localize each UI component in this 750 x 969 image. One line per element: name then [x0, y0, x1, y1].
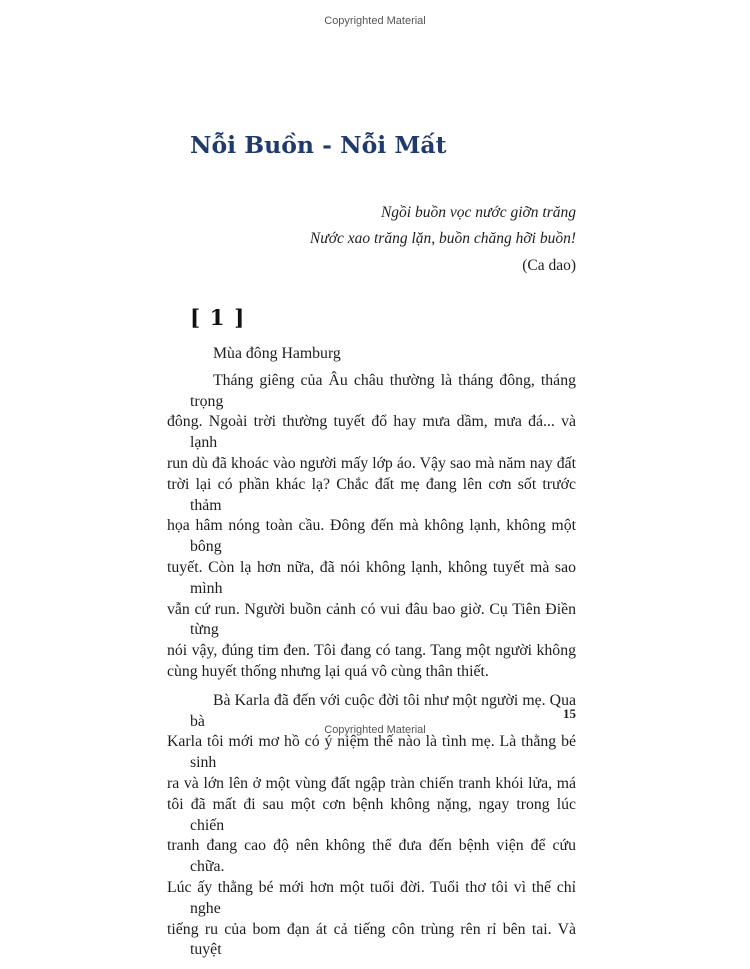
- text-line: đông. Ngoài trời thường tuyết đổ hay mưa dầm, mưa đá... và lạnh: [167, 413, 576, 452]
- paragraph-2: [167, 371, 576, 683]
- text-line: cùng huyết thống nhưng lại quá vô cùng thân thiết.: [167, 662, 489, 680]
- copyright-header: Copyrighted Material: [324, 15, 426, 27]
- body-text: [167, 344, 576, 969]
- text-line: run dù đã khoác vào người mấy lớp áo. Vậy sao mà năm nay đất: [167, 454, 576, 472]
- text-line: Karla tôi mới mơ hồ có ý niệm thế nào là tình mẹ. Là thằng bé sinh: [167, 733, 576, 772]
- paragraph-subheading: Mùa đông Hamburg: [213, 345, 341, 362]
- copyright-footer: Copyrighted Material: [324, 724, 426, 736]
- text-line: họa hâm nóng toàn cầu. Đông đến mà không lạnh, không một bông: [167, 517, 576, 556]
- text-line: tiếng ru của bom đạn át cả tiếng côn trùng rên rỉ bên tai. Và tuyệt: [167, 920, 576, 959]
- text-line: trời lại có phần khác lạ? Chắc đất mẹ đang lên cơn sốt trước thảm: [167, 475, 576, 514]
- epigraph: [310, 200, 576, 279]
- text-line: tranh đang cao độ nên không thể đưa đến bệnh viện để cứu chữa.: [167, 837, 576, 876]
- text-line: tuyết. Còn lạ hơn nữa, đã nói không lạnh, không tuyết mà sao mình: [167, 558, 576, 597]
- text-line: tôi đã mất đi sau một cơn bệnh không nặng, ngay trong lúc chiến: [167, 795, 576, 834]
- epigraph-source: (Ca dao): [522, 257, 576, 274]
- text-line: Lúc ấy thằng bé mới hơn một tuổi đời. Tuổi thơ tôi vì thế chỉ nghe: [167, 878, 576, 917]
- text-line: Bà Karla đã đến với cuộc đời tôi như một người mẹ. Qua bà: [190, 691, 576, 730]
- text-line: vẫn cứ run. Người buồn cảnh có vui đâu bao giờ. Cụ Tiên Điền từng: [167, 600, 576, 639]
- text-line: nói vậy, đúng tim đen. Tôi đang có tang. Tang một người không: [167, 642, 576, 660]
- chapter-title: Nỗi Buồn - Nỗi Mất: [190, 131, 447, 159]
- page-number: 15: [563, 706, 576, 721]
- text-line: Tháng giêng của Âu châu thường là tháng đông, tháng trọng: [190, 371, 576, 410]
- text-line: ra và lớn lên ở một vùng đất ngập tràn chiến tranh khói lửa, má: [167, 774, 576, 792]
- epigraph-line-1: Ngồi buồn vọc nước giỡn trăng: [380, 204, 576, 221]
- section-number: [ 1 ]: [190, 306, 245, 331]
- epigraph-line-2: Nước xao trăng lặn, buồn chăng hỡi buồn!: [309, 230, 576, 247]
